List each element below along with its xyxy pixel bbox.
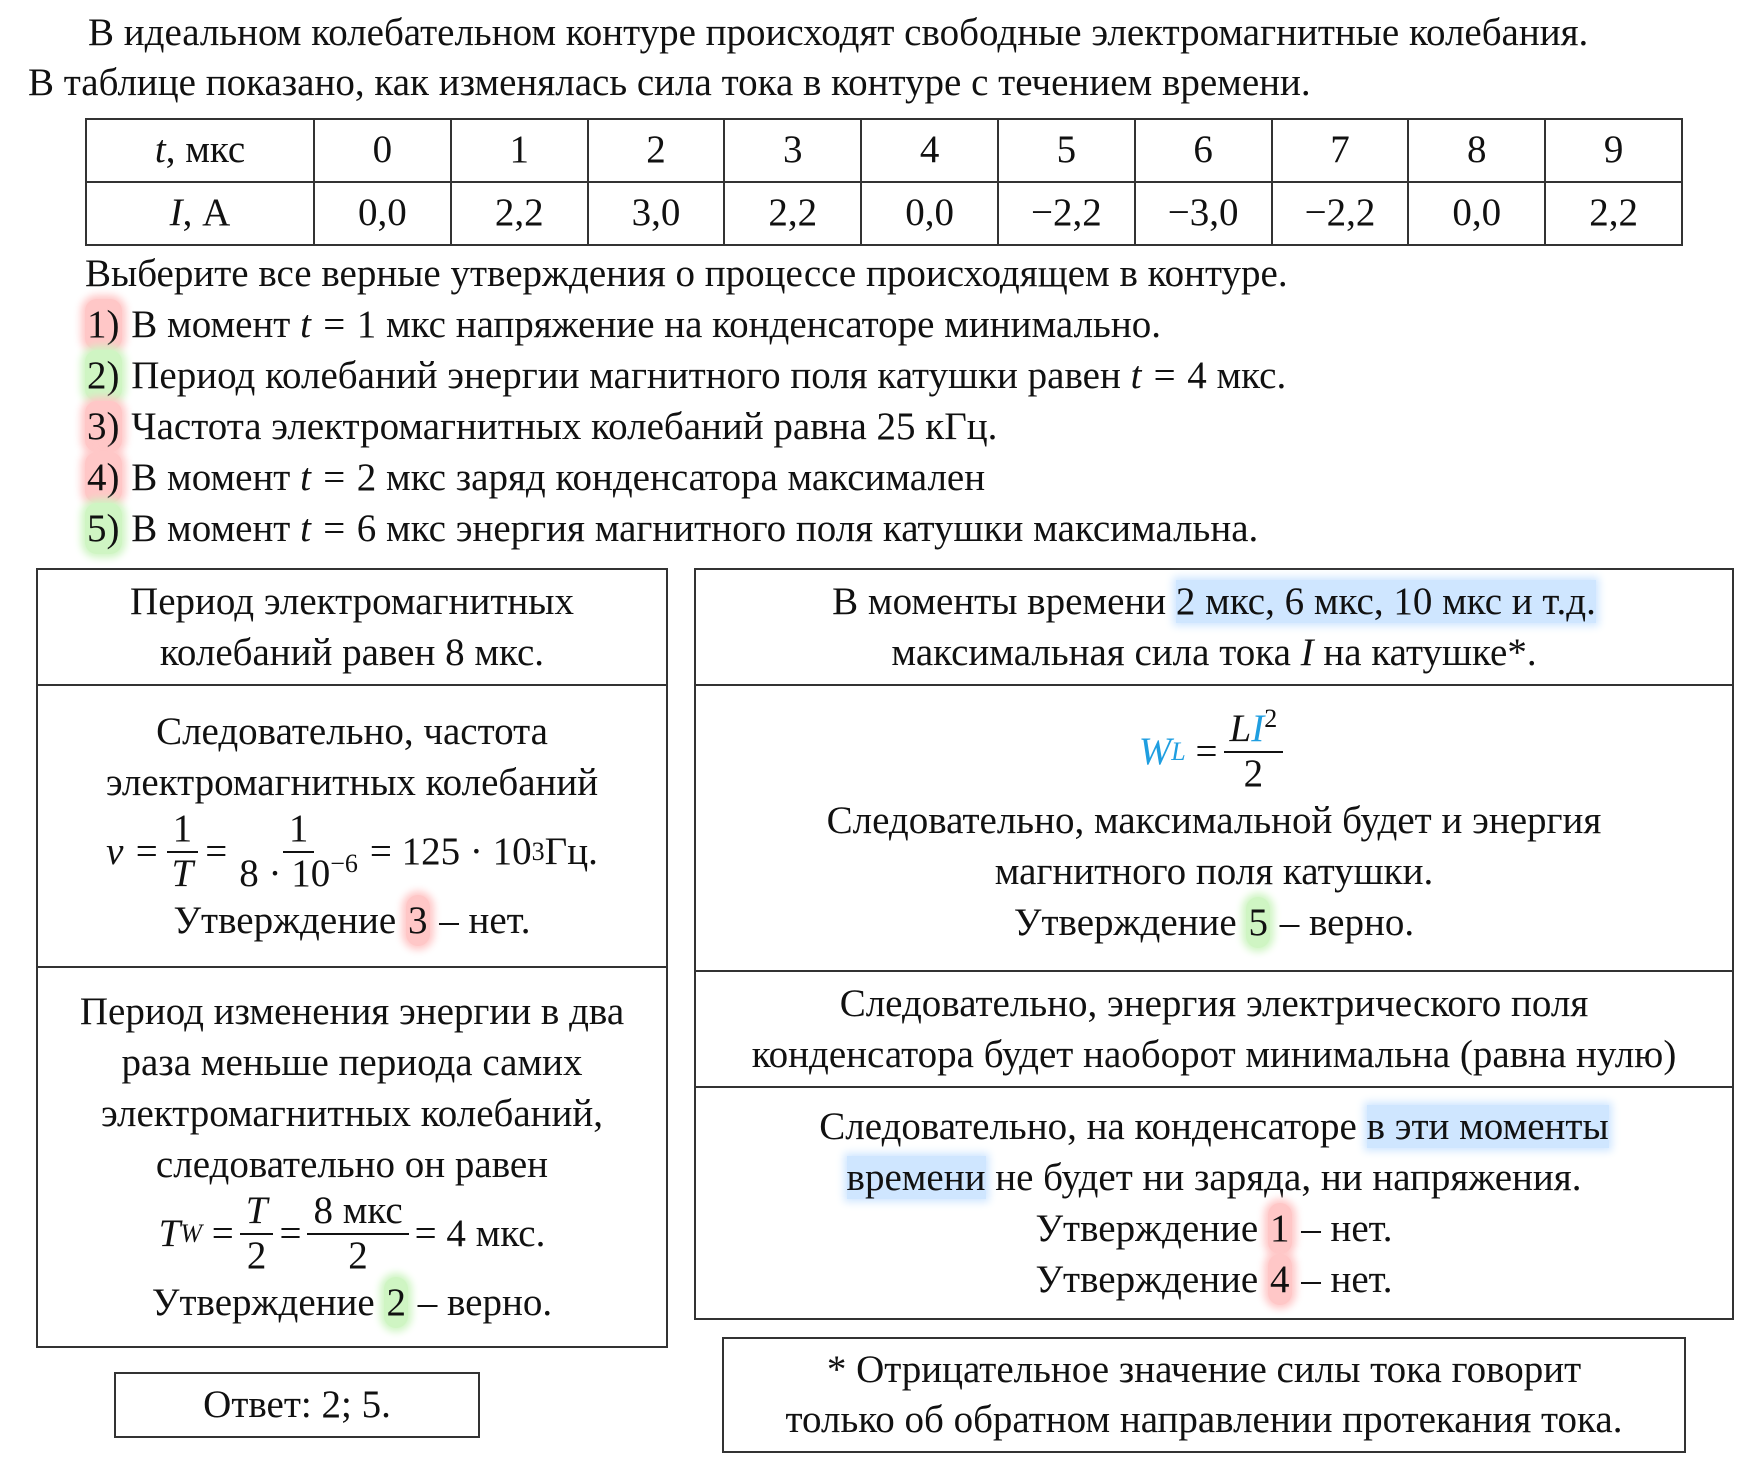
task-statements (85, 248, 1745, 554)
electric-energy-cell: Следовательно, энергия электрического поля конденсатора будет наоборот минимальна (равна нулю) (696, 972, 1732, 1088)
table-row-time (86, 119, 1682, 182)
period-cell: Период электромагнитных колебаний равен 8 мкс. (38, 570, 666, 686)
max-current-cell: В моменты времени 2 мкс, 6 мкс, 10 мкс и т.д. максимальная сила тока I на катушке*. (696, 570, 1732, 686)
right-solution-box (694, 568, 1734, 1320)
table-cell: 5 (998, 119, 1135, 182)
table-cell: 8 (1408, 119, 1545, 182)
statement-4-verdict: Утверждение 4 – нет. (1035, 1254, 1392, 1305)
intro-line-2: В таблице показано, как изменялась сила тока в контуре с течением времени. (28, 61, 1311, 104)
table-cell: 7 (1272, 119, 1409, 182)
footnote-line-2: только об обратном направлении протекания тока. (785, 1398, 1623, 1441)
table-cell: 0 (314, 119, 451, 182)
footnote-box (722, 1337, 1686, 1453)
table-header-time: t, мкс (86, 119, 314, 182)
table-cell: 9 (1545, 119, 1682, 182)
statement-number: 5) (85, 503, 122, 554)
statement-number: 1) (85, 299, 122, 350)
table-cell: 2,2 (1545, 182, 1682, 245)
table-cell: 3,0 (588, 182, 725, 245)
table-cell: −2,2 (1272, 182, 1409, 245)
frequency-cell: Следовательно, частота электромагнитных колебаний ν = $\frac{1}{T}$ = $\frac{1}{8 \cdot 10^{-6}}$ = 125 · 10 3 Гц. Утверждение 3 – нет. (38, 686, 666, 968)
answer-box (114, 1372, 480, 1438)
magnetic-energy-formula: W L = $\frac{LI^2}{2}$ (1139, 708, 1289, 796)
table-header-current: I, А (86, 182, 314, 245)
statement-5: 5) В момент t = 6 мкс энергия магнитного поля катушки максимальна. (85, 503, 1745, 554)
energy-period-formula: T W = $\frac{T}{2}$ = $\frac{\text{8 мкс}}{2}$ = 4 мкс. (158, 1188, 546, 1277)
table-cell: 3 (724, 119, 861, 182)
intro-text (28, 8, 1748, 108)
statement-3-verdict: Утверждение 3 – нет. (173, 895, 530, 946)
statement-2-verdict: Утверждение 2 – верно. (152, 1277, 552, 1328)
statement-3: 3) Частота электромагнитных колебаний равна 25 кГц. (85, 401, 1745, 452)
table-cell: −3,0 (1135, 182, 1272, 245)
left-solution-box (36, 568, 668, 1348)
statement-4: 4) В момент t = 2 мкс заряд конденсатора максимален (85, 452, 1745, 503)
table-cell: 0,0 (1408, 182, 1545, 245)
table-cell: 0,0 (861, 182, 998, 245)
statement-2: 2) Период колебаний энергии магнитного поля катушки равен t = 4 мкс. (85, 350, 1745, 401)
statement-1-verdict: Утверждение 1 – нет. (1035, 1203, 1392, 1254)
table-cell: 2,2 (451, 182, 588, 245)
footnote-line-1: * Отрицательное значение силы тока говорит (826, 1348, 1582, 1391)
statement-1: 1) В момент t = 1 мкс напряжение на конденсаторе минимально. (85, 299, 1745, 350)
current-table (85, 118, 1683, 246)
table-cell: 4 (861, 119, 998, 182)
task-prompt: Выберите все верные утверждения о процессе происходящем в контуре. (85, 252, 1288, 295)
statement-number: 2) (85, 350, 122, 401)
table-cell: −2,2 (998, 182, 1135, 245)
statement-number: 3) (85, 401, 122, 452)
table-cell: 6 (1135, 119, 1272, 182)
table-cell: 2 (588, 119, 725, 182)
intro-line-1: В идеальном колебательном контуре происходят свободные электромагнитные колебания. (88, 11, 1589, 54)
capacitor-cell: Следовательно, на конденсаторе в эти моменты времени не будет ни заряда, ни напряжения. Утверждение 1 – нет. Утверждение 4 – нет. (696, 1088, 1732, 1318)
magnetic-energy-cell: W L = $\frac{LI^2}{2}$ Следовательно, максимальной будет и энергия магнитного поля катушки. Утверждение 5 – верно. (696, 686, 1732, 972)
table-cell: 0,0 (314, 182, 451, 245)
table-cell: 1 (451, 119, 588, 182)
statement-number: 4) (85, 452, 122, 503)
energy-period-cell: Период изменения энергии в два раза меньше периода самих электромагнитных колебаний, следовательно он равен T W = $\frac{T}{2}$ = $\frac{\text{8 мкс}}{2}$ = 4 мкс. Утверждение 2 – верно. (38, 968, 666, 1346)
statement-5-verdict: Утверждение 5 – верно. (1014, 897, 1414, 948)
table-cell: 2,2 (724, 182, 861, 245)
table-row-current (86, 182, 1682, 245)
answer-text: Ответ: 2; 5. (203, 1382, 391, 1426)
frequency-formula: ν = $\frac{1}{T}$ = $\frac{1}{8 \cdot 10^{-6}}$ = 125 · 10 3 Гц. (106, 806, 598, 895)
